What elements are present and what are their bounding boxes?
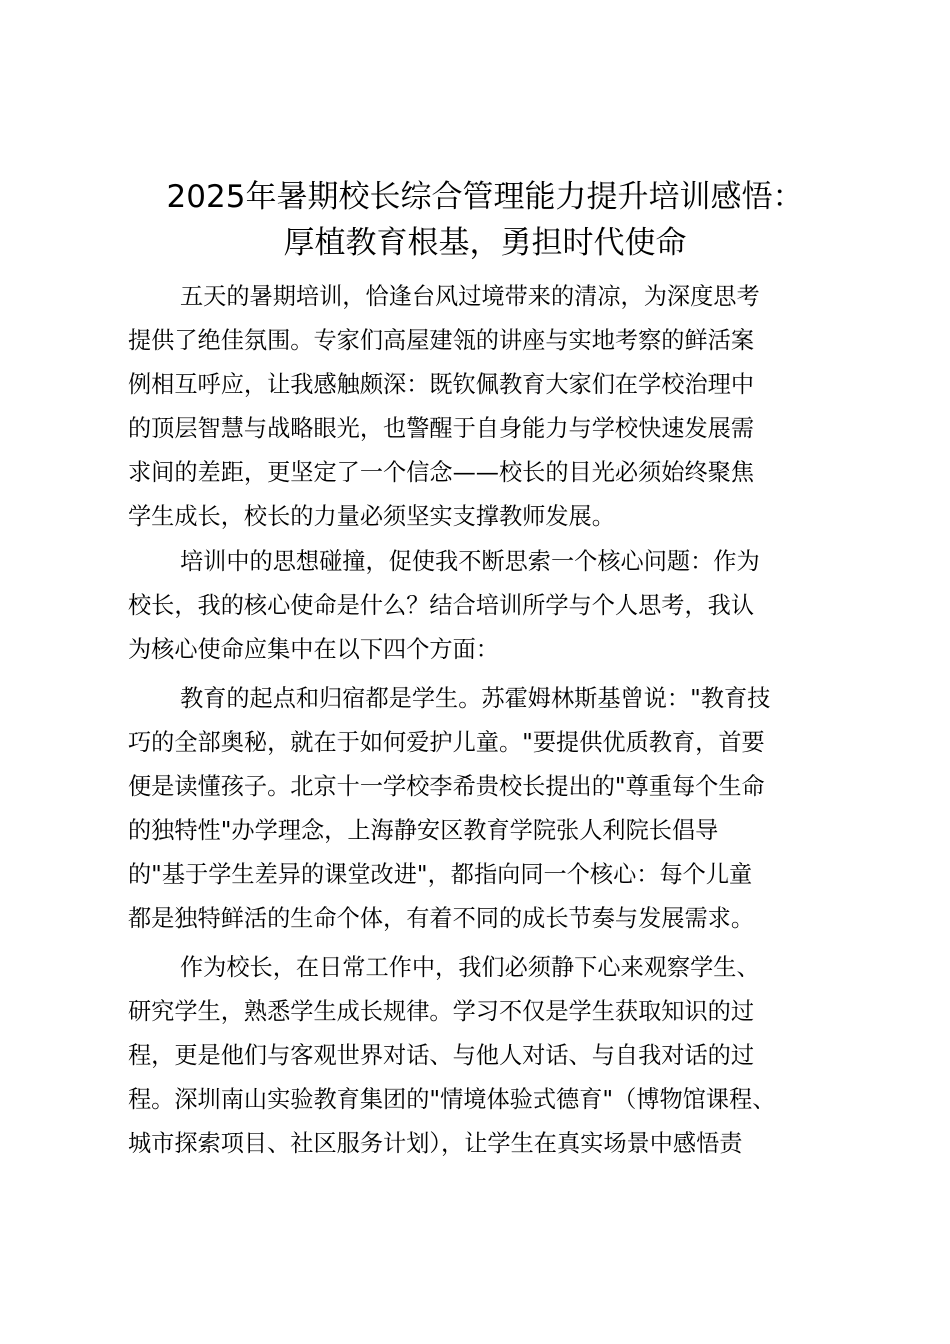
paragraph-line: 程，更是他们与客观世界对话、与他人对话、与自我对话的过 (128, 1042, 755, 1069)
paragraph-line: 程。深圳南山实验教育集团的"情境体验式德育"（博物馆课程、 (128, 1086, 776, 1113)
paragraph-line: 提供了绝佳氛围。专家们高屋建瓴的讲座与实地考察的鲜活案 (128, 327, 755, 354)
paragraph-line: 作为校长，在日常工作中，我们必须静下心来观察学生、 (180, 954, 760, 981)
paragraph-line: 城市探索项目、社区服务计划），让学生在真实场景中感悟责 (128, 1130, 743, 1157)
document-title-line-2: 厚植教育根基，勇担时代使命 (283, 225, 687, 261)
paragraph-line: 都是独特鲜活的生命个体，有着不同的成长节奏与发展需求。 (128, 905, 755, 932)
paragraph-line: 五天的暑期培训，恰逢台风过境带来的清凉，为深度思考 (180, 283, 760, 310)
paragraph-line: 学生成长，校长的力量必须坚实支撑教师发展。 (128, 503, 615, 530)
paragraph-line: 的"基于学生差异的课堂改进"，都指向同一个核心：每个儿童 (128, 861, 753, 888)
paragraph-line: 的独特性"办学理念，上海静安区教育学院张人利院长倡导 (128, 817, 719, 844)
paragraph-line: 的顶层智慧与战略眼光，也警醒于自身能力与学校快速发展需 (128, 415, 755, 442)
paragraph-line: 校长，我的核心使命是什么？结合培训所学与个人思考，我认 (128, 592, 755, 619)
document-title-line-1: 2025年暑期校长综合管理能力提升培训感悟： (166, 179, 804, 215)
paragraph-line: 研究学生，熟悉学生成长规律。学习不仅是学生获取知识的过 (128, 998, 755, 1025)
paragraph-line: 便是读懂孩子。北京十一学校李希贵校长提出的"尊重每个生命 (128, 773, 765, 800)
paragraph-line: 培训中的思想碰撞，促使我不断思索一个核心问题：作为 (180, 548, 760, 575)
paragraph-line: 巧的全部奥秘，就在于如何爱护儿童。"要提供优质教育，首要 (128, 729, 765, 756)
paragraph-line: 教育的起点和归宿都是学生。苏霍姆林斯基曾说："教育技 (180, 685, 771, 712)
paragraph-line: 求间的差距，更坚定了一个信念——校长的目光必须始终聚焦 (128, 459, 755, 486)
paragraph-line: 为核心使命应集中在以下四个方面： (128, 636, 499, 663)
paragraph-line: 例相互呼应，让我感触颇深：既钦佩教育大家们在学校治理中 (128, 371, 755, 398)
